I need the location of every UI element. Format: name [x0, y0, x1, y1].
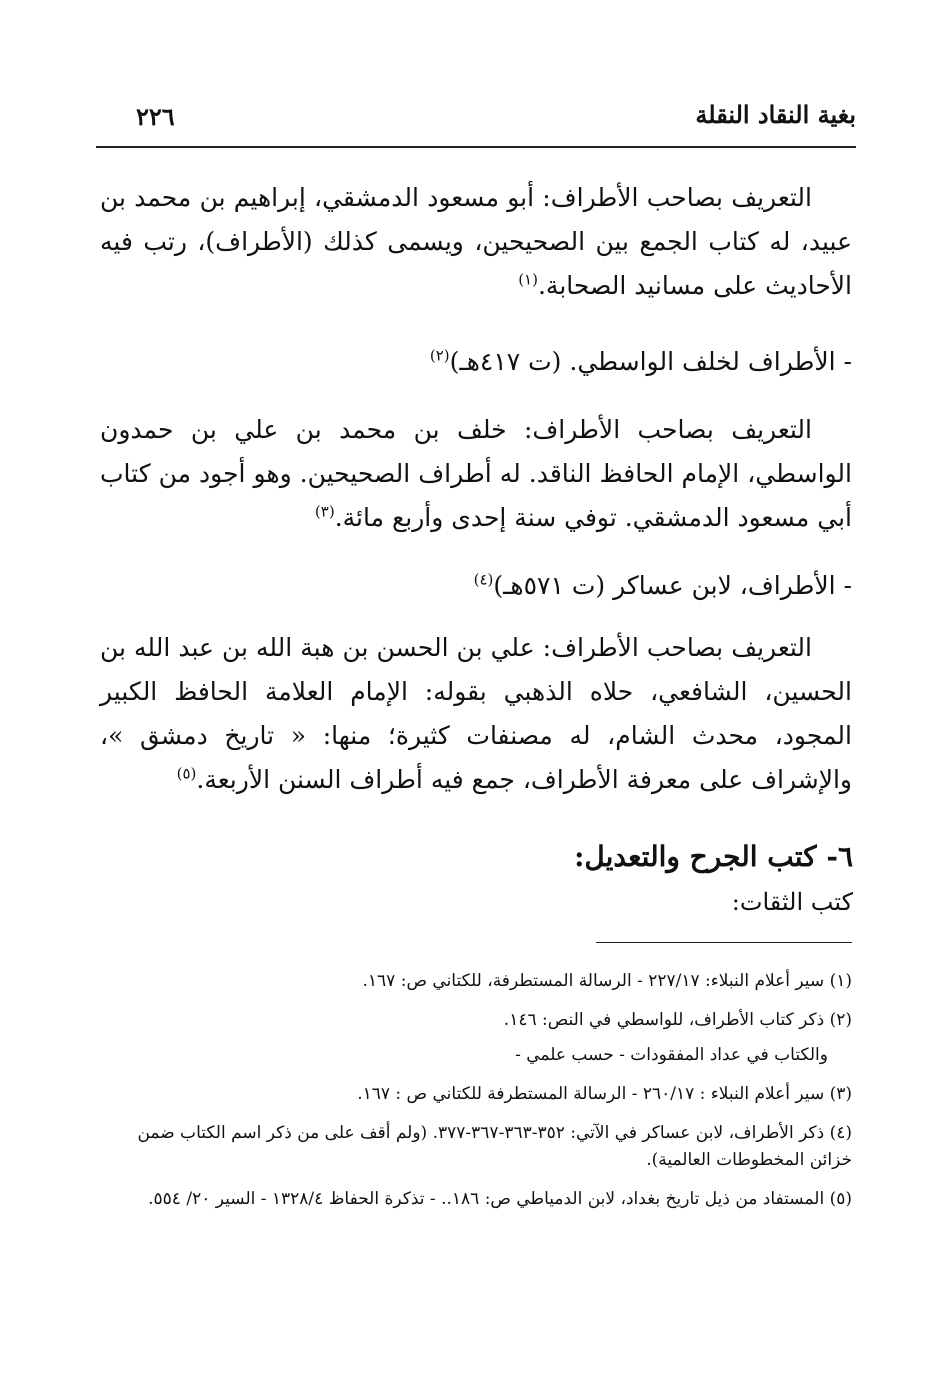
- footnote: (٢) ذكر كتاب الأطراف، للواسطي في النص: ١٤٦.: [503, 1010, 852, 1030]
- entry-ibn-asakir-title: [100, 564, 852, 608]
- entry-wasiti-title: [100, 340, 852, 384]
- page-number: ٢٢٦: [136, 102, 175, 131]
- footnote-continuation: والكتاب في عداد المفقودات - حسب علمي -: [515, 1045, 828, 1065]
- footnote-ref: (٢): [429, 346, 450, 365]
- paragraph-definition: التعريف بصاحب الأطراف: خلف بن محمد بن علي بن حمدون الواسطي، الإمام الحافظ الناقد. له أطراف الصحيحين. وهو أجود من كتاب أبي مسعود الدمشقي. توفي سنة إحدى وأربع مائة.$^{(٣)}$: [100, 415, 852, 532]
- footnote-divider: [596, 942, 852, 943]
- list-item: - الأطراف، لابن عساكر (ت ٥٧١هـ)$^{(٤)}$: [473, 570, 852, 600]
- section-heading: ٦- كتب الجرح والتعديل:: [574, 840, 853, 873]
- subsection-heading: كتب الثقات:: [731, 888, 853, 916]
- footnotes: [100, 968, 852, 1225]
- footnote-ref: (٥): [176, 764, 197, 783]
- paragraph-definition: التعريف بصاحب الأطراف: علي بن الحسن بن هبة الله بن عبد الله بن الحسين، الشافعي، حلاه الذهبي بقوله: الإمام العلامة الحافظ الكبير المجود، محدث الشام، له مصنفات كثيرة؛ منها: « تاريخ دمشق »، والإشراف على معرفة الأطراف، جمع فيه أطراف السنن الأربعة.$^{(٥)}$: [100, 633, 852, 794]
- footnote-ref: (٣): [314, 502, 335, 521]
- footnote: (٥) المستفاد من ذيل تاريخ بغداد، لابن الدمياطي ص: ١٨٦.. - تذكرة الحفاظ ١٣٢٨/٤ - السير ٢٠/ ٥٥٤.: [148, 1189, 852, 1209]
- footnote-ref: (١): [518, 270, 538, 289]
- footnote: (١) سير أعلام النبلاء: ٢٢٧/١٧ - الرسالة المستطرفة، للكتاني ص: ١٦٧.: [362, 971, 852, 991]
- entry-wasiti: [100, 408, 852, 540]
- list-item: - الأطراف لخلف الواسطي. (ت ٤١٧هـ)$^{(٢)}$: [429, 346, 852, 376]
- entry-ibn-asakir: [100, 626, 852, 802]
- footnote-ref: (٤): [473, 570, 494, 589]
- footnote: (٤) ذكر الأطراف، لابن عساكر في الآتي: ٣٥٢-٣٦٣-٣٦٧-٣٧٧. (ولم أقف على من ذكر اسم الكتاب ضمن خزائن المخطوطات العالمية).: [137, 1123, 852, 1170]
- footnote: (٣) سير أعلام النبلاء : ٢٦٠/١٧ - الرسالة المستطرفة للكتاني ص : ١٦٧.: [357, 1084, 852, 1104]
- page-header: [96, 96, 856, 148]
- paragraph-definition: التعريف بصاحب الأطراف: أبو مسعود الدمشقي، إبراهيم بن محمد بن عبيد، له كتاب الجمع بين الصحيحين، ويسمى كذلك (الأطراف)، رتب فيه الأحاديث على مسانيد الصحابة.$^{(١)}$: [100, 183, 852, 300]
- running-title: بغية النقاد النقلة: [695, 100, 856, 129]
- entry-abu-masud: [100, 176, 852, 308]
